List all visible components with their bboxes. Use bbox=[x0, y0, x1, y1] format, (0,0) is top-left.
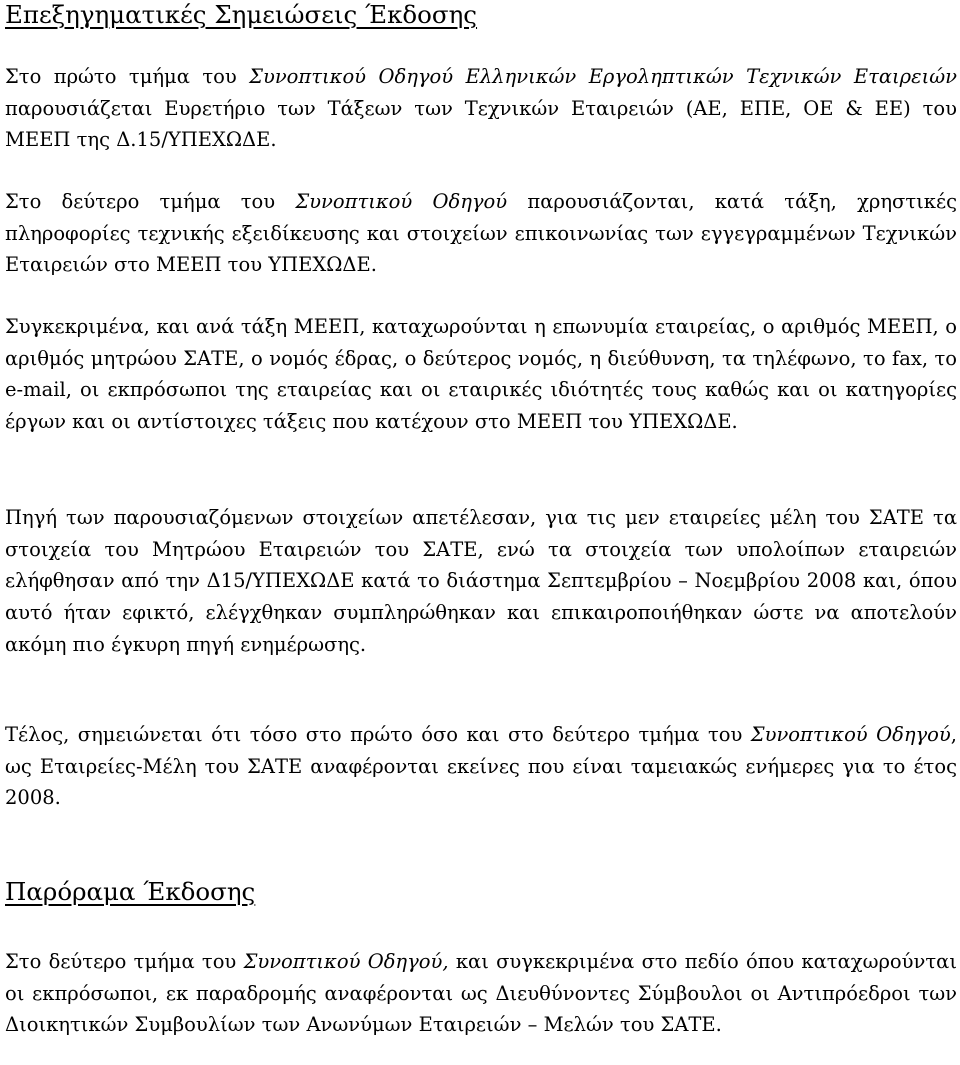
guide-title: Συνοπτικού Οδηγού, bbox=[243, 950, 449, 973]
section-heading-errata: Παρόραμα Έκδοσης bbox=[5, 877, 256, 906]
paragraph-text: Στο δεύτερο τμήμα του bbox=[5, 190, 296, 213]
paragraph-data-source: Πηγή των παρουσιαζόμενων στοιχείων απετέλεσαν, για τις μεν εταιρείες μέλη του ΣΑΤΕ τα στοιχεία του Μητρώου Εταιρειών του ΣΑΤΕ, ενώ τα στοιχεία των υπολοίπων εταιρειών ελήφθησαν από την Δ15/ΥΠΕΧΩΔΕ κατά το διάστημα Σεπτεμβρίου – Νοεμβρίου 2008 και, όπου αυτό ήταν εφικτό, ελέγχθηκαν συμπληρώθηκαν και επικαιροποιήθηκαν ώστε να αποτελούν ακόμη πιο έγκυρη πηγή ενημέρωσης. bbox=[5, 506, 957, 656]
paragraph-closing-note bbox=[5, 719, 957, 814]
paragraph-text: , ως Εταιρείες-Μέλη του ΣΑΤΕ αναφέρονται εκείνες που είναι ταμειακώς ενήμερες για το έτος 2008. bbox=[5, 723, 957, 810]
section-heading-explanatory-notes: Επεξηγηματικές Σημειώσεις Έκδοσης bbox=[5, 0, 478, 29]
guide-title: Συνοπτικού Οδηγού bbox=[295, 190, 508, 213]
paragraph-text: παρουσιάζεται Ευρετήριο των Τάξεων των Τεχνικών Εταιρειών (ΑΕ, ΕΠΕ, ΟΕ & ΕΕ) του ΜΕΕΠ της Δ.15/ΥΠΕΧΩΔΕ. bbox=[5, 96, 957, 152]
paragraph-text: Στο πρώτο τμήμα του bbox=[5, 65, 250, 88]
paragraph-errata bbox=[5, 946, 957, 1041]
paragraph-text: Στο δεύτερο τμήμα του bbox=[5, 950, 244, 973]
paragraph-text: και συγκεκριμένα στο πεδίο όπου καταχωρούνται οι εκπρόσωποι, εκ παραδρομής αναφέρονται ως Διευθύνοντες Σύμβουλοι οι Αντιπρόεδροι των Διοικητικών Συμβουλίων των Ανωνύμων Εταιρειών – Μελών του ΣΑΤΕ. bbox=[5, 950, 957, 1037]
paragraph-second-part bbox=[5, 186, 957, 281]
paragraph-text: παρουσιάζονται, κατά τάξη, χρηστικές πληροφορίες τεχνικής εξειδίκευσης και στοιχείων επικοινωνίας των εγγεγραμμένων Τεχνικών Εταιρειών στο ΜΕΕΠ του ΥΠΕΧΩΔΕ. bbox=[5, 190, 957, 277]
guide-title: Συνοπτικού Οδηγού bbox=[750, 723, 951, 746]
guide-title: Συνοπτικού Οδηγού Ελληνικών Εργοληπτικών Τεχνικών Εταιρειών bbox=[249, 65, 958, 88]
paragraph-fields-listed: Συγκεκριμένα, και ανά τάξη ΜΕΕΠ, καταχωρούνται η επωνυμία εταιρείας, ο αριθμός ΜΕΕΠ, ο αριθμός μητρώου ΣΑΤΕ, ο νομός έδρας, ο δεύτερος νομός, η διεύθυνση, τα τηλέφωνο, το fax, το e-mail, οι εκπρόσωποι της εταιρείας και οι εταιρικές ιδιότητές τους καθώς και οι κατηγορίες έργων και οι αντίστοιχες τάξεις που κατέχουν στο ΜΕΕΠ του ΥΠΕΧΩΔΕ. bbox=[5, 315, 957, 434]
paragraph-first-part bbox=[5, 61, 957, 156]
paragraph-text: Τέλος, σημειώνεται ότι τόσο στο πρώτο όσο και στο δεύτερο τμήμα του bbox=[5, 723, 751, 746]
